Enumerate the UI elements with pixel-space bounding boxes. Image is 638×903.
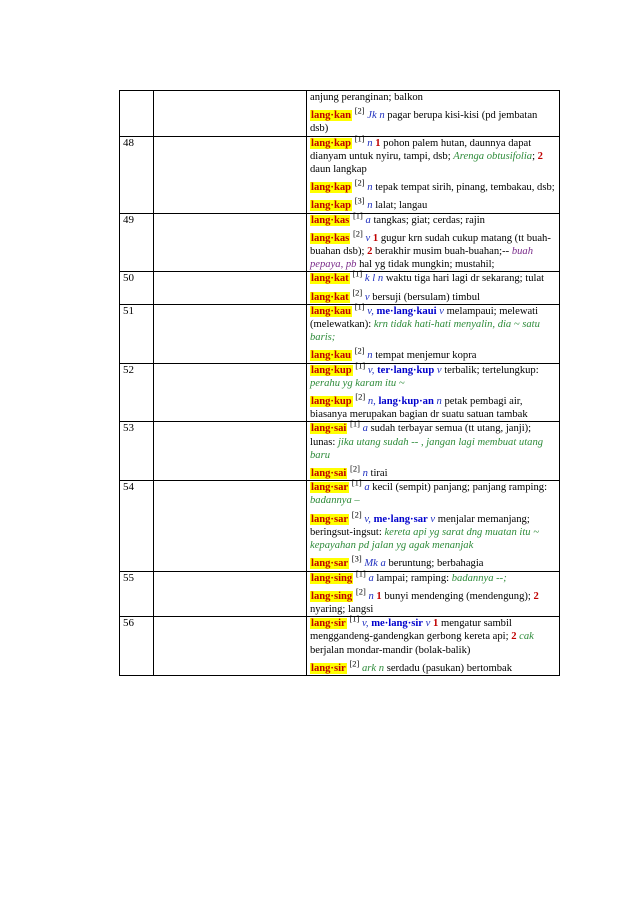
word-class-label: n xyxy=(368,590,374,602)
definition-text: beruntung; berbahagia xyxy=(385,558,484,570)
homonym-index: [1] xyxy=(355,567,366,578)
homonym-index: [1] xyxy=(354,133,365,144)
definition-text: serdadu (pasukan) bertombak xyxy=(384,662,513,674)
homonym-index: [2] xyxy=(355,391,366,402)
homonym-index: [2] xyxy=(349,463,360,474)
dictionary-entry xyxy=(310,463,556,480)
homonym-index: [3] xyxy=(354,195,365,206)
empty-cell xyxy=(154,136,307,213)
definition-text: ; xyxy=(532,150,538,162)
word-class-label: v xyxy=(364,291,370,303)
word-class-label: v xyxy=(365,232,371,244)
word-class-label: v xyxy=(425,618,431,630)
example-text: cak xyxy=(519,631,534,643)
row-number xyxy=(120,91,154,137)
empty-cell xyxy=(154,304,307,363)
definition-text: waktu tiga hari lagi dr sekarang; tulat xyxy=(383,273,545,285)
homonym-index: [1] xyxy=(355,360,366,371)
dictionary-table xyxy=(119,90,560,676)
headword: lang·kat xyxy=(311,291,349,303)
word-class-label: Jk n xyxy=(367,110,385,122)
dictionary-entry xyxy=(310,210,556,227)
definition-cell xyxy=(307,567,560,617)
row-number: 48 xyxy=(120,136,154,213)
example-text: kereta api yg sarat dng muatan itu ~ kepayahan pd jalan yg agak menanjak xyxy=(310,526,539,552)
table-row xyxy=(120,213,560,272)
table-row xyxy=(120,136,560,213)
dictionary-entry xyxy=(310,345,556,362)
headword: lang·sar xyxy=(311,513,349,525)
headword: lang·sai xyxy=(311,423,347,435)
definition-text: nyaring; langsi xyxy=(310,603,374,615)
homonym-index: [1] xyxy=(351,477,362,488)
sense-number: 1 xyxy=(375,137,381,149)
definition-text: daun langkap xyxy=(310,164,367,176)
word-class-label: a xyxy=(362,423,368,435)
empty-cell xyxy=(154,213,307,272)
headword: lang·kap xyxy=(311,200,352,212)
homonym-index: [2] xyxy=(351,509,362,520)
dictionary-entry xyxy=(310,567,556,585)
dictionary-entry xyxy=(310,418,556,462)
dictionary-entry xyxy=(310,553,556,570)
empty-cell xyxy=(154,91,307,137)
dictionary-entry xyxy=(310,133,556,177)
dictionary-entry xyxy=(310,613,556,657)
dictionary-entry xyxy=(310,228,556,272)
definition-text: pagar berupa kisi-kisi (pd jembatan dsb) xyxy=(310,110,538,135)
sense-number: 2 xyxy=(511,631,517,643)
definition-cell xyxy=(307,91,560,137)
word-class-label: v, xyxy=(367,305,374,317)
row-number: 53 xyxy=(120,422,154,481)
definition-text: anjung peranginan; balkon xyxy=(310,92,423,103)
definition-cell xyxy=(307,360,560,422)
homonym-index: [1] xyxy=(352,268,363,279)
headword: lang·kup xyxy=(311,364,352,376)
definition-text: mengatur sambil menggandeng-gandengkan gerbong kereta api; xyxy=(310,618,512,643)
row-number: 51 xyxy=(120,304,154,363)
headword: lang·kau xyxy=(311,350,352,362)
example-text: buah pepaya, pb xyxy=(310,246,534,271)
headword: lang·sar xyxy=(311,482,349,494)
headword: lang·kan xyxy=(311,110,352,122)
headword: lang·kat xyxy=(311,273,349,285)
homonym-index: [3] xyxy=(351,553,362,564)
homonym-index: [1] xyxy=(349,613,360,624)
homonym-index: [2] xyxy=(352,287,363,298)
sense-number: 2 xyxy=(533,590,539,602)
word-class-label: v, xyxy=(364,513,371,525)
empty-cell xyxy=(154,481,307,571)
homonym-index: [2] xyxy=(354,105,365,116)
headword: lang·sai xyxy=(311,468,347,480)
definition-text: tepak tempat sirih, pinang, tembakau, dsb; xyxy=(372,182,555,194)
example-text: krn tidak hati-hati menyalin, dia ~ satu baris; xyxy=(310,319,540,344)
definition-text: lalat; langau xyxy=(372,200,428,212)
row-number: 55 xyxy=(120,571,154,617)
dictionary-entry xyxy=(310,360,556,390)
dictionary-entry xyxy=(310,287,556,304)
definition-cell xyxy=(307,477,560,571)
homonym-index: [2] xyxy=(352,228,363,239)
dictionary-entry xyxy=(310,586,556,616)
definition-text: melampaui; melewati (melewatkan): xyxy=(310,305,539,331)
sense-number: 1 xyxy=(376,590,382,602)
homonym-index: [2] xyxy=(354,345,365,356)
empty-cell xyxy=(154,272,307,304)
word-class-label: n xyxy=(367,137,373,149)
definition-cell xyxy=(307,133,560,213)
homonym-index: [2] xyxy=(355,586,366,597)
definition-text: bunyi mendenging (mendengung); xyxy=(381,590,534,602)
derived-form: me·lang·sir xyxy=(371,618,423,630)
table-row xyxy=(120,91,560,137)
homonym-index: [2] xyxy=(354,177,365,188)
word-class-label: v xyxy=(430,513,436,525)
sense-number: 1 xyxy=(433,618,439,630)
table-row xyxy=(120,304,560,363)
word-class-label: a xyxy=(364,482,370,494)
empty-cell xyxy=(154,422,307,481)
word-class-label: Mk a xyxy=(364,558,386,570)
word-class-label: v, xyxy=(367,364,375,376)
word-class-label: n xyxy=(367,200,373,212)
headword: lang·sir xyxy=(311,662,346,674)
word-class-label: v xyxy=(439,305,444,317)
empty-cell xyxy=(154,571,307,617)
definition-cell xyxy=(307,268,560,304)
table-row xyxy=(120,481,560,571)
definition-text: terbalik; tertelungkup: xyxy=(441,364,539,376)
definition-text: berjalan mondar-mandir (bolak-balik) xyxy=(310,644,471,656)
definition-text: bersuji (bersulam) timbul xyxy=(369,291,480,303)
headword: lang·sar xyxy=(311,558,349,570)
row-number: 49 xyxy=(120,213,154,272)
dictionary-entry xyxy=(310,509,556,553)
headword: lang·kup xyxy=(311,396,352,408)
dictionary-table-body xyxy=(120,91,560,676)
definition-text: berakhir musim buah-buahan;-- xyxy=(372,246,512,258)
table-row xyxy=(120,422,560,481)
example-text: badannya – xyxy=(310,495,360,507)
dictionary-entry xyxy=(310,268,556,285)
dictionary-entry xyxy=(310,91,556,104)
dictionary-entry xyxy=(310,195,556,212)
word-class-label: n, xyxy=(367,396,376,408)
dictionary-entry xyxy=(310,105,556,135)
row-number: 56 xyxy=(120,617,154,676)
row-number: 54 xyxy=(120,481,154,571)
dictionary-entry xyxy=(310,177,556,194)
derived-form: me·lang·sar xyxy=(373,513,428,525)
dictionary-entry xyxy=(310,391,556,421)
example-text: jika utang sudah -- , jangan lagi membuat utang baru xyxy=(310,436,544,461)
example-text: perahu yg karam itu ~ xyxy=(310,377,405,389)
headword: lang·kap xyxy=(311,137,352,149)
headword: lang·kap xyxy=(311,182,352,194)
word-class-label: n xyxy=(362,468,368,480)
table-row xyxy=(120,363,560,422)
definition-text: sudah terbayar semua (tt utang, janji); lunas: xyxy=(310,423,532,448)
definition-text: menjalar memanjang; beringsut-ingsut: xyxy=(310,513,530,538)
word-class-label: n xyxy=(367,182,373,194)
definition-text: pohon palem hutan, daunnya dapat dianyam untuk nyiru, tampi, dsb; xyxy=(310,137,532,162)
homonym-index: [1] xyxy=(354,301,365,312)
definition-text: kecil (sempit) panjang; panjang ramping: xyxy=(369,482,548,494)
empty-cell xyxy=(154,363,307,422)
table-row xyxy=(120,571,560,617)
definition-text: hal yg tidak mungkin; mustahil; xyxy=(356,259,495,271)
homonym-index: [1] xyxy=(349,418,360,429)
sense-number: 2 xyxy=(537,150,543,162)
headword: lang·sir xyxy=(311,618,346,630)
definition-cell xyxy=(307,418,560,481)
headword: lang·sing xyxy=(311,572,353,584)
word-class-label: n xyxy=(367,350,373,362)
table-row xyxy=(120,272,560,304)
word-class-label: a xyxy=(365,214,371,226)
definition-cell xyxy=(307,613,560,676)
derived-form: ter·lang·kup xyxy=(377,364,435,376)
word-class-label: n xyxy=(436,396,442,408)
homonym-index: [2] xyxy=(349,658,360,669)
definition-cell xyxy=(307,210,560,272)
row-number: 50 xyxy=(120,272,154,304)
definition-text: gugur krn sudah cukup matang (tt buah-buahan dsb); xyxy=(310,232,551,258)
sense-number: 1 xyxy=(372,232,379,244)
definition-text: tempat menjemur kopra xyxy=(372,350,477,362)
word-class-label: v xyxy=(436,364,442,376)
headword: lang·kau xyxy=(311,305,352,317)
word-class-label: a xyxy=(368,572,374,584)
word-class-label: k l n xyxy=(364,273,384,285)
example-text: badannya --; xyxy=(451,572,507,584)
dictionary-entry xyxy=(310,301,556,345)
derived-form: me·lang·kaui xyxy=(376,305,437,317)
definition-text: lampai; ramping: xyxy=(373,572,452,584)
headword: lang·kas xyxy=(311,232,350,244)
table-row xyxy=(120,617,560,676)
example-text: Arenga obtusifolia xyxy=(453,150,533,162)
homonym-index: [1] xyxy=(352,210,363,221)
example-text: ark n xyxy=(361,662,385,674)
empty-cell xyxy=(154,617,307,676)
sense-number: 2 xyxy=(367,246,373,258)
row-number: 52 xyxy=(120,363,154,422)
definition-text: tangkas; giat; cerdas; rajin xyxy=(370,214,485,226)
headword: lang·sing xyxy=(311,590,353,602)
dictionary-entry xyxy=(310,658,556,675)
word-class-label: v, xyxy=(361,618,369,630)
definition-text: tirai xyxy=(367,468,388,480)
headword: lang·kas xyxy=(311,214,350,226)
definition-text: petak pembagi air, biasanya merupakan bagian dr suatu satuan tambak xyxy=(310,396,528,421)
derived-form: lang·kup·an xyxy=(378,396,434,408)
dictionary-entry xyxy=(310,477,556,507)
definition-cell xyxy=(307,301,560,363)
